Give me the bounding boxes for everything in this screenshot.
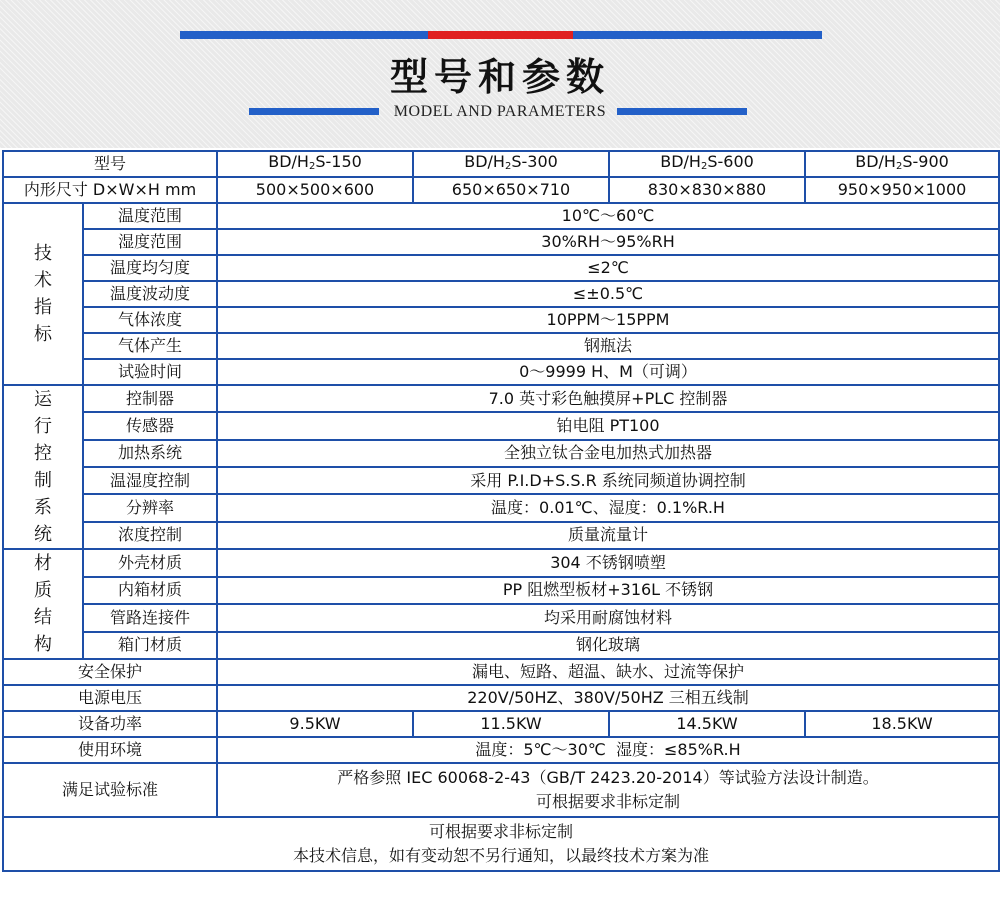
table-row-spec [3, 255, 999, 281]
model-subscript: 2 [504, 160, 512, 172]
spec-value: 均采用耐腐蚀材料 [217, 604, 999, 632]
group-label-char: 质 [34, 580, 52, 601]
group-label [3, 203, 83, 385]
model-suffix: S-300 [511, 151, 558, 171]
table-row-power [3, 711, 999, 737]
group-label-char: 标 [34, 324, 52, 345]
table-row-spec [3, 632, 999, 660]
spec-value: 温度：0.01℃、湿度：0.1%R.H [217, 494, 999, 521]
size-cell: 950×950×1000 [805, 177, 999, 203]
group-label-char: 系 [34, 497, 52, 518]
environment-value: 温度：5℃～30℃ 湿度：≤85%R.H [217, 737, 999, 763]
standard-value [217, 763, 999, 817]
spec-value: 10℃～60℃ [217, 203, 999, 229]
table-row-spec [3, 412, 999, 439]
model-prefix: BD/H [464, 151, 505, 171]
table-row-spec [3, 307, 999, 333]
power-cell: 11.5KW [413, 711, 609, 737]
group-label-char: 术 [34, 270, 52, 291]
spec-label: 温度波动度 [83, 281, 217, 307]
table-row-spec [3, 385, 999, 412]
table-row-spec [3, 604, 999, 632]
spec-label: 温度均匀度 [83, 255, 217, 281]
size-cell: 830×830×880 [609, 177, 805, 203]
footer-text-line1: 可根据要求非标定制 [429, 822, 574, 841]
spec-value: 30%RH～95%RH [217, 229, 999, 255]
table-row-environment [3, 737, 999, 763]
safety-value: 漏电、短路、超温、缺水、过流等保护 [217, 659, 999, 685]
spec-label: 管路连接件 [83, 604, 217, 632]
spec-label: 试验时间 [83, 359, 217, 385]
spec-value: 304 不锈钢喷塑 [217, 549, 999, 577]
spec-label: 温度范围 [83, 203, 217, 229]
table-row-spec [3, 522, 999, 549]
model-prefix: BD/H [855, 151, 896, 171]
standard-label: 满足试验标准 [3, 763, 217, 817]
spec-label: 加热系统 [83, 440, 217, 467]
model-label: 型号 [3, 151, 217, 177]
size-cell: 500×500×600 [217, 177, 413, 203]
footer-note [3, 817, 999, 871]
spec-value: PP 阻燃型板材+316L 不锈钢 [217, 577, 999, 605]
model-subscript: 2 [895, 160, 903, 172]
table-row-size [3, 177, 999, 203]
spec-label: 内箱材质 [83, 577, 217, 605]
safety-label: 安全保护 [3, 659, 217, 685]
group-label-char: 构 [34, 634, 52, 655]
spec-value: 钢化玻璃 [217, 632, 999, 660]
spec-value: 钢瓶法 [217, 333, 999, 359]
spec-value: ≤±0.5℃ [217, 281, 999, 307]
standard-text-line1: 严格参照 IEC 60068-2-43（GB/T 2423.20-2014）等试验方法设计制造。 [337, 768, 879, 787]
spec-label: 传感器 [83, 412, 217, 439]
power-cell: 9.5KW [217, 711, 413, 737]
group-label [3, 549, 83, 659]
table-row-spec [3, 467, 999, 494]
table-row-power-supply [3, 685, 999, 711]
table-row-spec [3, 229, 999, 255]
spec-value: 铂电阻 PT100 [217, 412, 999, 439]
model-prefix: BD/H [268, 151, 309, 171]
table-row-spec [3, 494, 999, 521]
page-title: 型号和参数 [389, 55, 610, 99]
spec-value: 10PPM～15PPM [217, 307, 999, 333]
spec-value: 7.0 英寸彩色触摸屏+PLC 控制器 [217, 385, 999, 412]
table-row-spec [3, 549, 999, 577]
model-suffix: S-900 [902, 151, 949, 171]
model-suffix: S-150 [315, 151, 362, 171]
power-cell: 14.5KW [609, 711, 805, 737]
standard-text-line2: 可根据要求非标定制 [536, 792, 681, 811]
power-cell: 18.5KW [805, 711, 999, 737]
model-cell [805, 151, 999, 177]
footer-text-line2: 本技术信息，如有变动恕不另行通知，以最终技术方案为准 [293, 846, 710, 865]
model-cell [413, 151, 609, 177]
power-supply-value: 220V/50HZ、380V/50HZ 三相五线制 [217, 685, 999, 711]
spec-label: 湿度范围 [83, 229, 217, 255]
top-decor-bar [180, 31, 822, 39]
spec-label: 箱门材质 [83, 632, 217, 660]
group-label-char: 材 [34, 553, 52, 574]
table-row-safety [3, 659, 999, 685]
spec-label: 外壳材质 [83, 549, 217, 577]
table-row-footer [3, 817, 999, 871]
group-label-char: 结 [34, 607, 52, 628]
table-row-model [3, 151, 999, 177]
group-label-char: 指 [34, 297, 52, 318]
group-label-char: 运 [34, 389, 52, 410]
table-row-spec [3, 577, 999, 605]
table-row-standard [3, 763, 999, 817]
table-row-spec [3, 333, 999, 359]
page-subtitle: MODEL AND PARAMETERS [393, 103, 607, 120]
spec-label: 浓度控制 [83, 522, 217, 549]
spec-label: 气体产生 [83, 333, 217, 359]
size-label: 内形尺寸 D×W×H mm [3, 177, 217, 203]
spec-value: ≤2℃ [217, 255, 999, 281]
model-subscript: 2 [700, 160, 708, 172]
header-banner [0, 0, 1000, 148]
top-decor-red-segment [428, 31, 573, 39]
group-label-char: 行 [34, 416, 52, 437]
table-row-spec [3, 359, 999, 385]
model-cell [217, 151, 413, 177]
power-supply-label: 电源电压 [3, 685, 217, 711]
spec-label: 分辨率 [83, 494, 217, 521]
table-row-spec [3, 440, 999, 467]
spec-value: 采用 P.I.D+S.S.R 系统同频道协调控制 [217, 467, 999, 494]
table-row-spec [3, 203, 999, 229]
size-cell: 650×650×710 [413, 177, 609, 203]
group-label [3, 385, 83, 549]
spec-value: 全独立钛合金电加热式加热器 [217, 440, 999, 467]
power-label: 设备功率 [3, 711, 217, 737]
group-label-char: 控 [34, 443, 52, 464]
model-prefix: BD/H [660, 151, 701, 171]
spec-label: 控制器 [83, 385, 217, 412]
group-label-char: 统 [34, 524, 52, 545]
environment-label: 使用环境 [3, 737, 217, 763]
spec-value: 质量流量计 [217, 522, 999, 549]
table-row-spec [3, 281, 999, 307]
spec-value: 0～9999 H、M（可调） [217, 359, 999, 385]
group-label-char: 技 [34, 243, 52, 264]
model-cell [609, 151, 805, 177]
model-suffix: S-600 [707, 151, 754, 171]
parameters-table [2, 150, 1000, 872]
spec-label: 温湿度控制 [83, 467, 217, 494]
group-label-char: 制 [34, 470, 52, 491]
model-subscript: 2 [308, 160, 316, 172]
spec-label: 气体浓度 [83, 307, 217, 333]
